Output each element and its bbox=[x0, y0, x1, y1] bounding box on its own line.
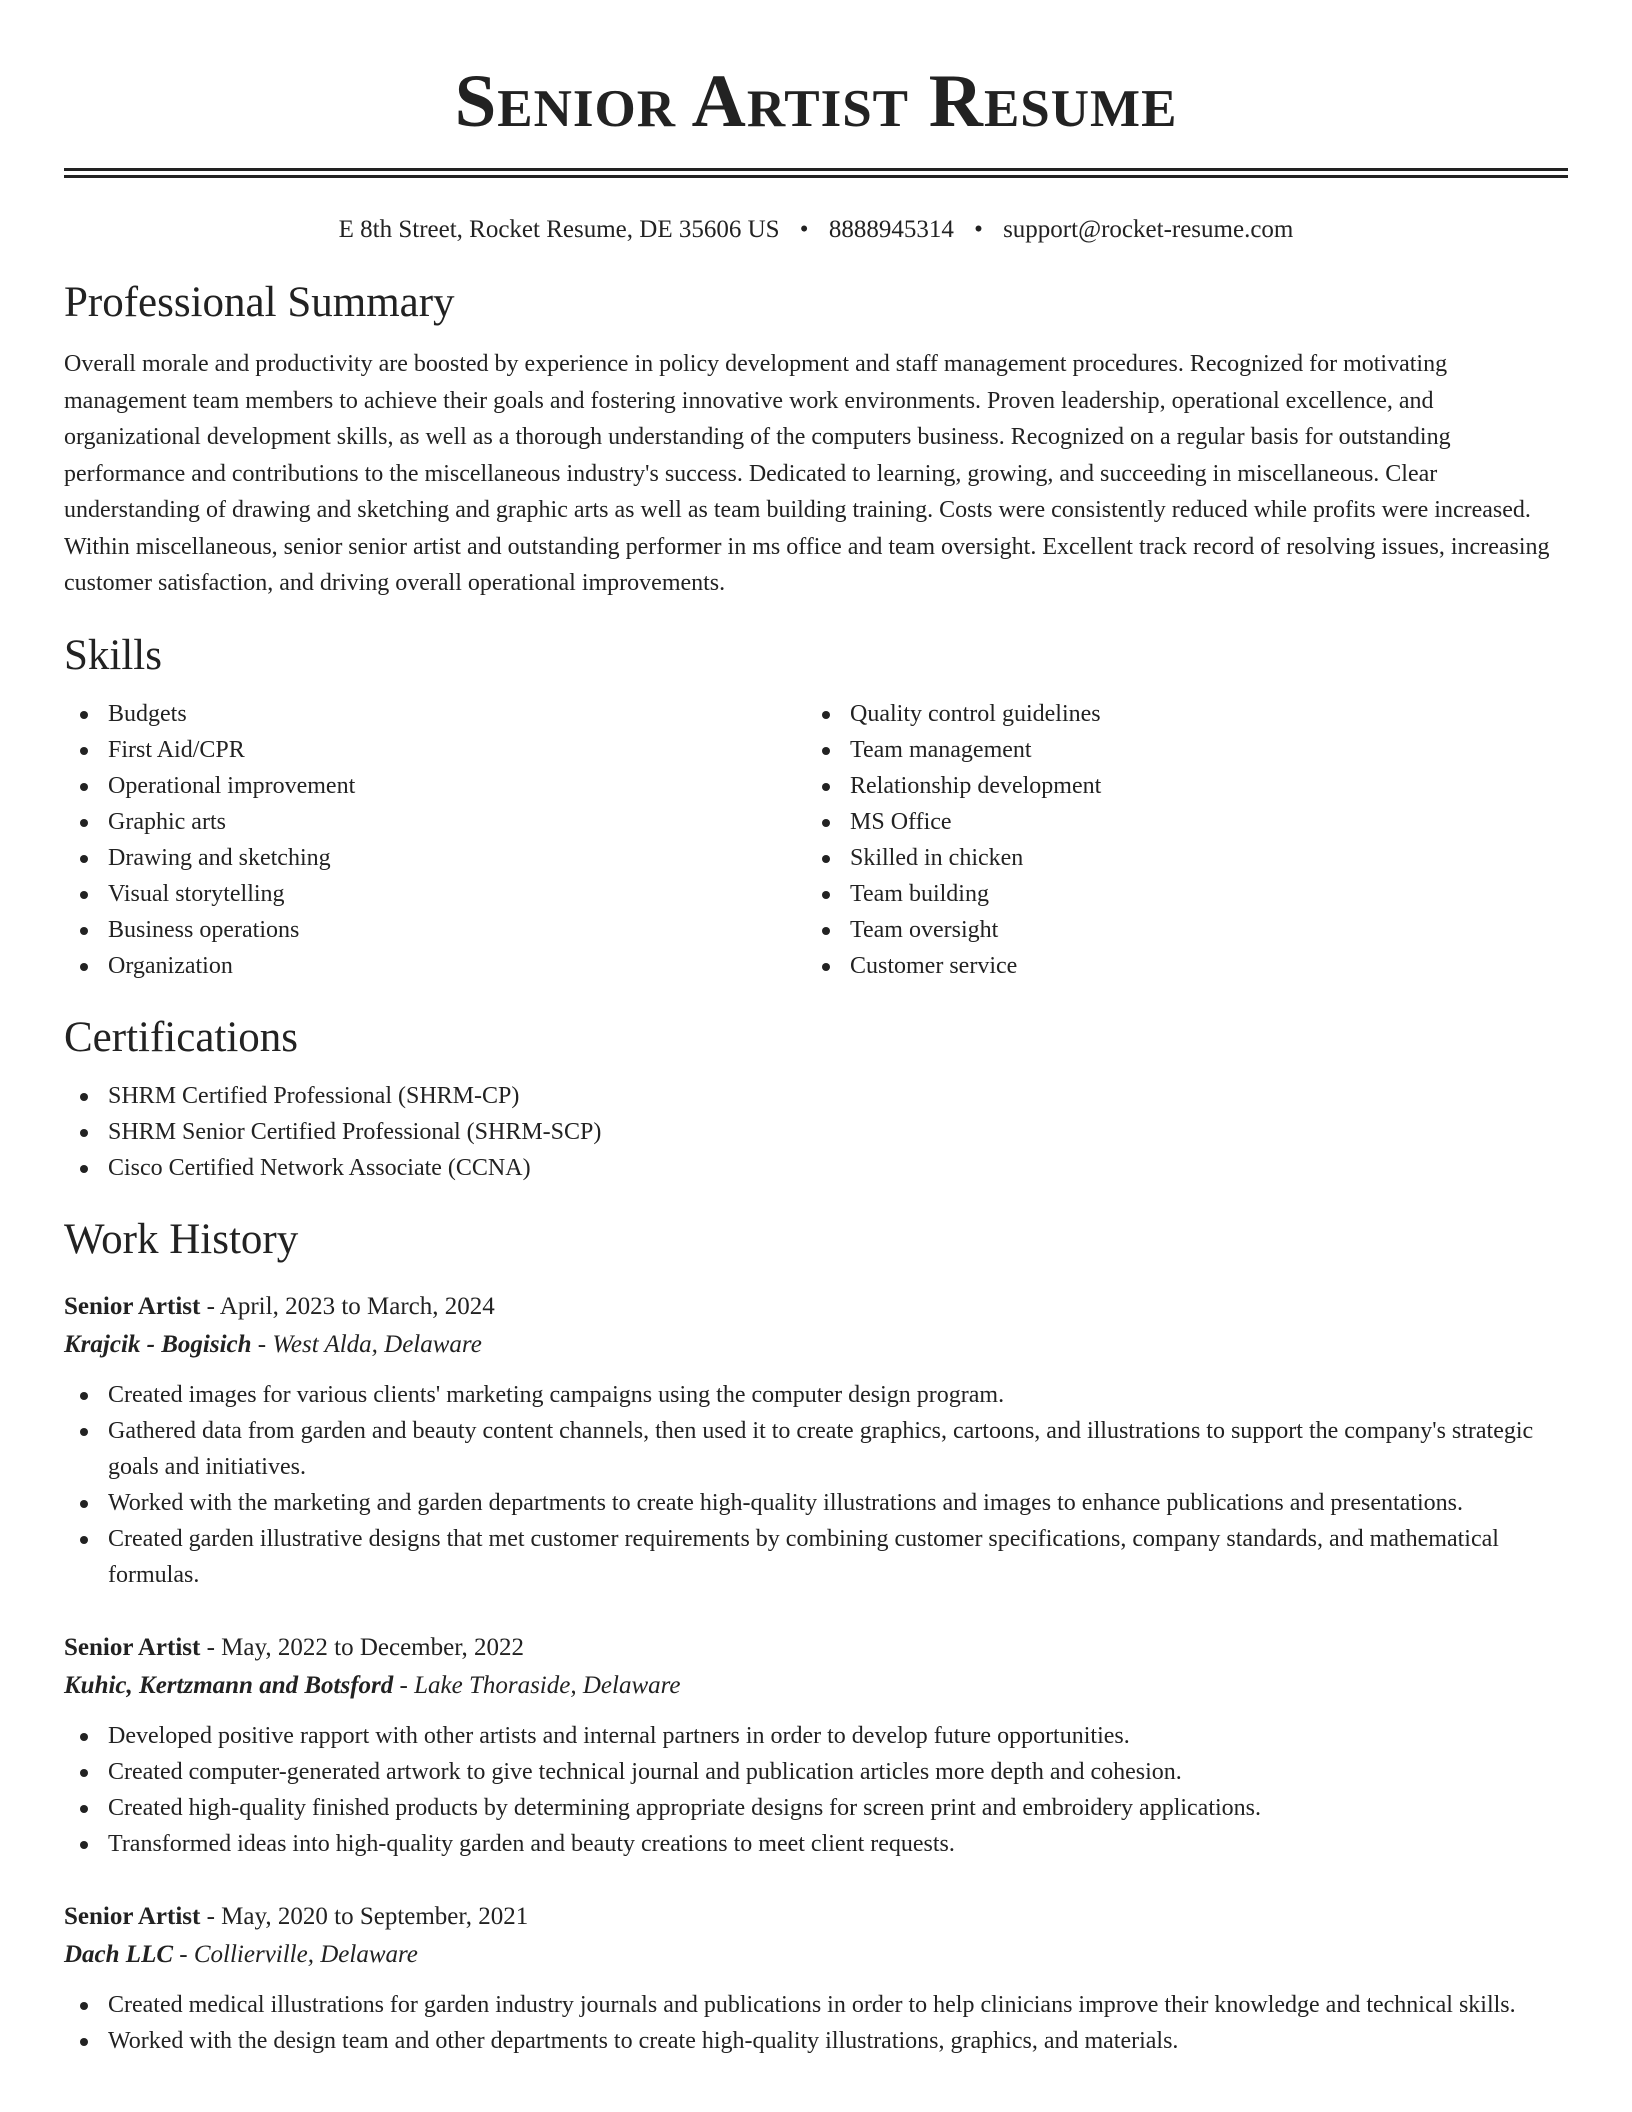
skills-heading: Skills bbox=[64, 631, 162, 679]
job-duty-item: Transformed ideas into high-quality garden and beauty creations to meet client requests. bbox=[64, 1826, 1568, 1862]
job-duty-item: Created medical illustrations for garden industry journals and publications in order to help clinicians improve their knowledge and technical skills. bbox=[64, 1987, 1568, 2023]
skill-item: Drawing and sketching bbox=[64, 840, 806, 876]
job-duty-item: Worked with the marketing and garden departments to create high-quality illustrations and images to enhance publications and presentations. bbox=[64, 1485, 1568, 1521]
certification-item: SHRM Certified Professional (SHRM-CP) bbox=[64, 1078, 1568, 1114]
job-company-line: Kuhic, Kertzmann and Botsford - Lake Thoraside, Delaware bbox=[64, 1671, 681, 1699]
summary-text: Overall morale and productivity are boosted by experience in policy development and staff management procedures. Recognized for motivating management team members to achieve their goals and fostering innovative work environments. Proven leadership, operational excellence, and organizational development skills, as well as a thorough understanding of the computers business. Recognized on a regular basis for outstanding performance and contributions to the miscellaneous industry's success. Dedicated to learning, growing, and succeeding in miscellaneous. Clear understanding of drawing and sketching and graphic arts as well as team building training. Costs were consistently reduced while profits were increased. Within miscellaneous, senior senior artist and outstanding performer in ms office and team oversight. Excellent track record of resolving issues, increasing customer satisfaction, and driving overall operational improvements. bbox=[64, 351, 1550, 597]
job-duties-list bbox=[64, 1377, 1568, 1593]
skill-item: Relationship development bbox=[806, 768, 1548, 804]
job-title-line: Senior Artist - May, 2022 to December, 2022 bbox=[64, 1633, 525, 1661]
contact-email: support@rocket-resume.com bbox=[1003, 216, 1294, 243]
skill-item: Graphic arts bbox=[64, 804, 806, 840]
job-dates: April, 2023 to March, 2024 bbox=[219, 1292, 495, 1320]
skill-item: MS Office bbox=[806, 804, 1548, 840]
skills-columns bbox=[64, 696, 1568, 984]
summary-heading: Professional Summary bbox=[64, 279, 455, 326]
skill-item: Team management bbox=[806, 732, 1548, 768]
skills-list-left bbox=[64, 696, 806, 984]
skill-item: Visual storytelling bbox=[64, 876, 806, 912]
contact-separator: • bbox=[974, 216, 983, 243]
resume-title: Senior Artist Resume bbox=[454, 60, 1178, 143]
job-dates: May, 2020 to September, 2021 bbox=[221, 1902, 529, 1930]
contact-phone: 8888945314 bbox=[828, 216, 954, 243]
job-company-line: Krajcik - Bogisich - West Alda, Delaware bbox=[64, 1330, 482, 1358]
certifications-heading: Certifications bbox=[64, 1014, 299, 1062]
job-location: Collierville, Delaware bbox=[193, 1940, 418, 1968]
job-duty-item: Created computer-generated artwork to give technical journal and publication articles more depth and cohesion. bbox=[64, 1754, 1568, 1790]
contact-address: E 8th Street, Rocket Resume, DE 35606 US bbox=[338, 216, 780, 243]
job-duty-item: Gathered data from garden and beauty content channels, then used it to create graphics, cartoons, and illustrations to support the company's strategic goals and initiatives. bbox=[64, 1413, 1568, 1485]
work-history-list bbox=[64, 1288, 1568, 2059]
job-company: Krajcik - Bogisich bbox=[64, 1330, 252, 1358]
job-location: West Alda, Delaware bbox=[272, 1330, 482, 1358]
job-company: Kuhic, Kertzmann and Botsford bbox=[64, 1671, 394, 1699]
job-duty-item: Created garden illustrative designs that met customer requirements by combining customer specifications, company standards, and mathematical formulas. bbox=[64, 1521, 1568, 1593]
contact-line bbox=[64, 215, 1568, 245]
job-duties-list bbox=[64, 1987, 1568, 2059]
skill-item: First Aid/CPR bbox=[64, 732, 806, 768]
job-entry bbox=[64, 1898, 1568, 2059]
skill-item: Operational improvement bbox=[64, 768, 806, 804]
skills-list-right bbox=[806, 696, 1548, 984]
certification-item: SHRM Senior Certified Professional (SHRM-SCP) bbox=[64, 1114, 1568, 1150]
job-dates: May, 2022 to December, 2022 bbox=[221, 1633, 525, 1661]
job-duty-item: Worked with the design team and other departments to create high-quality illustrations, graphics, and materials. bbox=[64, 2023, 1568, 2059]
job-location: Lake Thoraside, Delaware bbox=[414, 1671, 681, 1699]
job-duty-item: Developed positive rapport with other artists and internal partners in order to develop future opportunities. bbox=[64, 1718, 1568, 1754]
skill-item: Organization bbox=[64, 948, 806, 984]
job-role: Senior Artist bbox=[64, 1633, 201, 1661]
skill-item: Team building bbox=[806, 876, 1548, 912]
job-entry bbox=[64, 1629, 1568, 1862]
job-company-line: Dach LLC - Collierville, Delaware bbox=[64, 1940, 418, 1968]
job-role: Senior Artist bbox=[64, 1902, 201, 1930]
contact-separator: • bbox=[799, 216, 809, 243]
job-title-line: Senior Artist - April, 2023 to March, 2024 bbox=[64, 1292, 495, 1320]
certification-item: Cisco Certified Network Associate (CCNA) bbox=[64, 1150, 1568, 1186]
job-company: Dach LLC bbox=[64, 1940, 174, 1968]
job-role: Senior Artist bbox=[64, 1292, 201, 1320]
skill-item: Budgets bbox=[64, 696, 806, 732]
title-double-rule bbox=[64, 168, 1568, 178]
job-duty-item: Created high-quality finished products by determining appropriate designs for screen print and embroidery applications. bbox=[64, 1790, 1568, 1826]
work-history-heading: Work History bbox=[64, 1216, 299, 1264]
skill-item: Skilled in chicken bbox=[806, 840, 1548, 876]
job-duties-list bbox=[64, 1718, 1568, 1862]
skill-item: Quality control guidelines bbox=[806, 696, 1548, 732]
skill-item: Business operations bbox=[64, 912, 806, 948]
skill-item: Team oversight bbox=[806, 912, 1548, 948]
job-duty-item: Created images for various clients' marketing campaigns using the computer design program. bbox=[64, 1377, 1568, 1413]
certifications-list bbox=[64, 1078, 1568, 1186]
skill-item: Customer service bbox=[806, 948, 1548, 984]
job-entry bbox=[64, 1288, 1568, 1593]
job-title-line: Senior Artist - May, 2020 to September, 2021 bbox=[64, 1902, 529, 1930]
